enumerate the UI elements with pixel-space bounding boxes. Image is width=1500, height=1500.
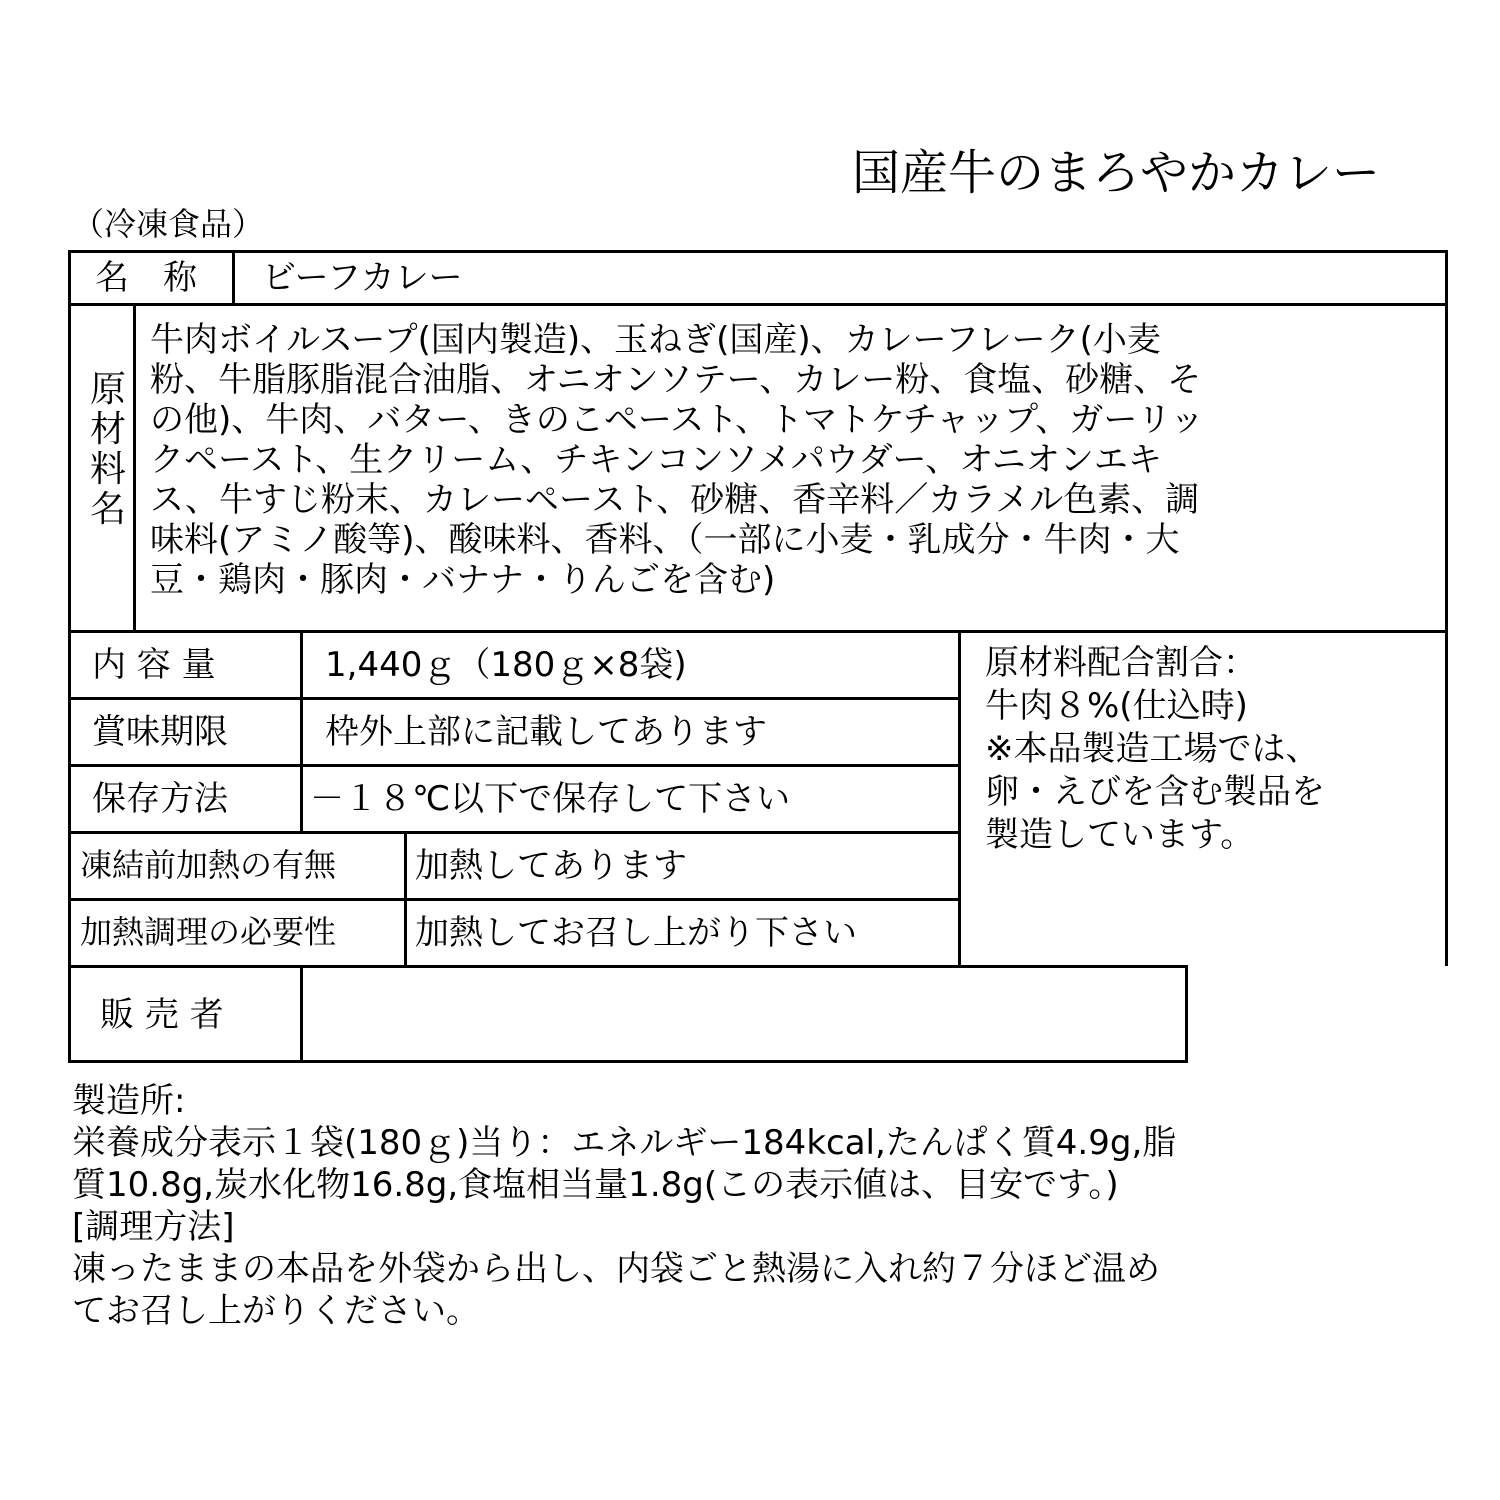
preheated-label: 凍結前加熱の有無	[80, 846, 337, 884]
seller-label: 販 売 者	[100, 995, 224, 1035]
footer	[72, 1080, 1176, 1332]
ingredients-line: 牛肉ボイルスープ(国内製造)、玉ねぎ(国産)、カレーフレーク(小麦	[150, 320, 1161, 360]
cooking-line: てお召し上がりください。	[72, 1291, 480, 1331]
nutrition-line: 栄養成分表示１袋(180ｇ)当り：エネルギー184kcal,たんぱく質4.9g,脂	[72, 1123, 1177, 1163]
name-value: ビーフカレー	[262, 258, 463, 298]
seller-row	[68, 965, 1188, 1063]
ingredients-label-char: 料	[89, 449, 126, 490]
ingredients-label	[88, 370, 128, 530]
product-title: 国産牛のまろやかカレー	[852, 145, 1381, 201]
ingredients-text	[150, 320, 1440, 600]
side-note-line: 牛肉８%(仕込時)	[985, 686, 1248, 726]
preheated-value: 加熱してあります	[415, 846, 687, 886]
storage-label: 保存方法	[92, 779, 228, 819]
cooking-line: 凍ったままの本品を外袋から出し、内袋ごと熱湯に入れ約７分ほど温め	[72, 1249, 1160, 1289]
ingredients-line: 味料(アミノ酸等)、酸味料、香料、（一部に小麦・乳成分・牛肉・大	[150, 520, 1180, 560]
best-before-label: 賞味期限	[92, 712, 228, 752]
ingredients-line: 豆・鶏肉・豚肉・バナナ・りんごを含む)	[150, 560, 776, 600]
side-note-line: 卵・えびを含む製品を	[985, 772, 1325, 812]
cooking-need-label: 加熱調理の必要性	[80, 913, 337, 951]
side-note-line: ※本品製造工場では、	[985, 729, 1320, 769]
category-note: （冷凍食品）	[72, 205, 265, 243]
side-note-line: 原材料配合割合：	[985, 643, 1257, 683]
cooking-heading: [調理方法]	[72, 1207, 235, 1247]
name-label: 名 称	[95, 258, 197, 298]
manufacturer-label: 製造所:	[72, 1081, 186, 1121]
best-before-value: 枠外上部に記載してあります	[325, 712, 767, 752]
ingredients-line: ス、牛すじ粉末、カレーペースト、砂糖、香辛料／カラメル色素、調	[150, 480, 1200, 520]
ingredients-label-char: 名	[89, 489, 126, 530]
side-note	[985, 642, 1325, 857]
ingredients-label-char: 材	[89, 409, 126, 450]
storage-value: －１８℃以下で保存して下さい	[310, 779, 791, 819]
cooking-need-value: 加熱してお召し上がり下さい	[415, 913, 857, 953]
ingredients-line: の他)、牛肉、バター、きのこペースト、トマトケチャップ、ガーリッ	[150, 400, 1205, 440]
ingredients-label-char: 原	[89, 369, 126, 410]
nutrition-line: 質10.8g,炭水化物16.8g,食塩相当量1.8g(この表示値は、目安です。)	[72, 1165, 1119, 1205]
content-label: 内 容 量	[92, 645, 216, 685]
content-value: 1,440ｇ（180ｇ×8袋)	[325, 645, 687, 685]
side-note-line: 製造しています。	[985, 815, 1255, 855]
ingredients-line: クペースト、生クリーム、チキンコンソメパウダー、オニオンエキ	[150, 440, 1162, 480]
ingredients-line: 粉、牛脂豚脂混合油脂、オニオンソテー、カレー粉、食塩、砂糖、そ	[150, 360, 1202, 400]
